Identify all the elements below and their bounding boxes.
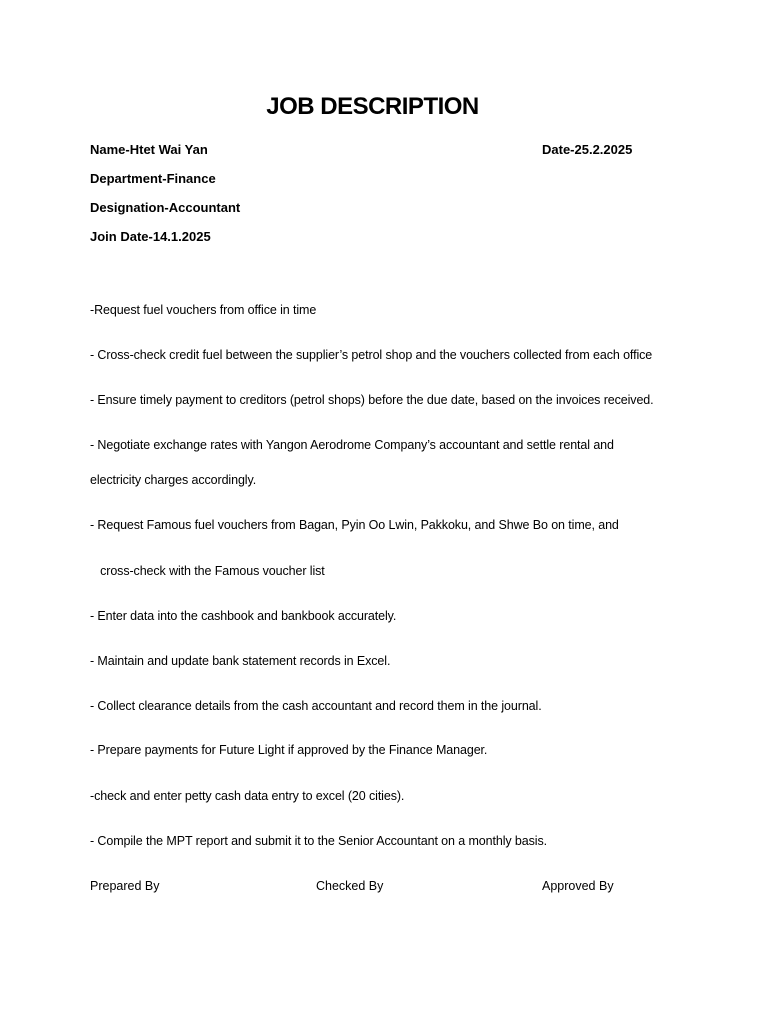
document-date: Date-25.2.2025 xyxy=(542,142,633,157)
prepared-by-label: Prepared By xyxy=(90,879,160,893)
duty-line: - Ensure timely payment to creditors (petrol shops) before the due date, based on the invoices received. xyxy=(90,393,654,407)
join-date: Join Date-14.1.2025 xyxy=(90,229,211,244)
duty-line: - Negotiate exchange rates with Yangon Aerodrome Company’s accountant and settle rental and xyxy=(90,438,614,452)
duty-line: -Request fuel vouchers from office in time xyxy=(90,303,317,317)
duty-line: - Request Famous fuel vouchers from Bagan, Pyin Oo Lwin, Pakkoku, and Shwe Bo on time, and xyxy=(90,518,619,532)
duty-line: - Prepare payments for Future Light if approved by the Finance Manager. xyxy=(90,743,488,757)
duty-line: - Collect clearance details from the cash accountant and record them in the journal. xyxy=(90,699,542,713)
designation: Designation-Accountant xyxy=(90,200,241,215)
employee-name: Name-Htet Wai Yan xyxy=(90,142,208,157)
duty-line: cross-check with the Famous voucher list xyxy=(90,564,325,578)
duty-line: - Maintain and update bank statement records in Excel. xyxy=(90,654,391,668)
approved-by-label: Approved By xyxy=(542,879,614,893)
department: Department-Finance xyxy=(90,171,216,186)
duty-line: - Compile the MPT report and submit it to the Senior Accountant on a monthly basis. xyxy=(90,834,547,848)
document-title: JOB DESCRIPTION xyxy=(266,93,479,120)
duty-line: - Cross-check credit fuel between the supplier’s petrol shop and the vouchers collected from each office xyxy=(90,348,653,362)
duty-line: electricity charges accordingly. xyxy=(90,473,257,487)
checked-by-label: Checked By xyxy=(316,879,384,893)
duty-line: - Enter data into the cashbook and bankbook accurately. xyxy=(90,609,397,623)
duty-line: -check and enter petty cash data entry to excel (20 cities). xyxy=(90,789,405,803)
